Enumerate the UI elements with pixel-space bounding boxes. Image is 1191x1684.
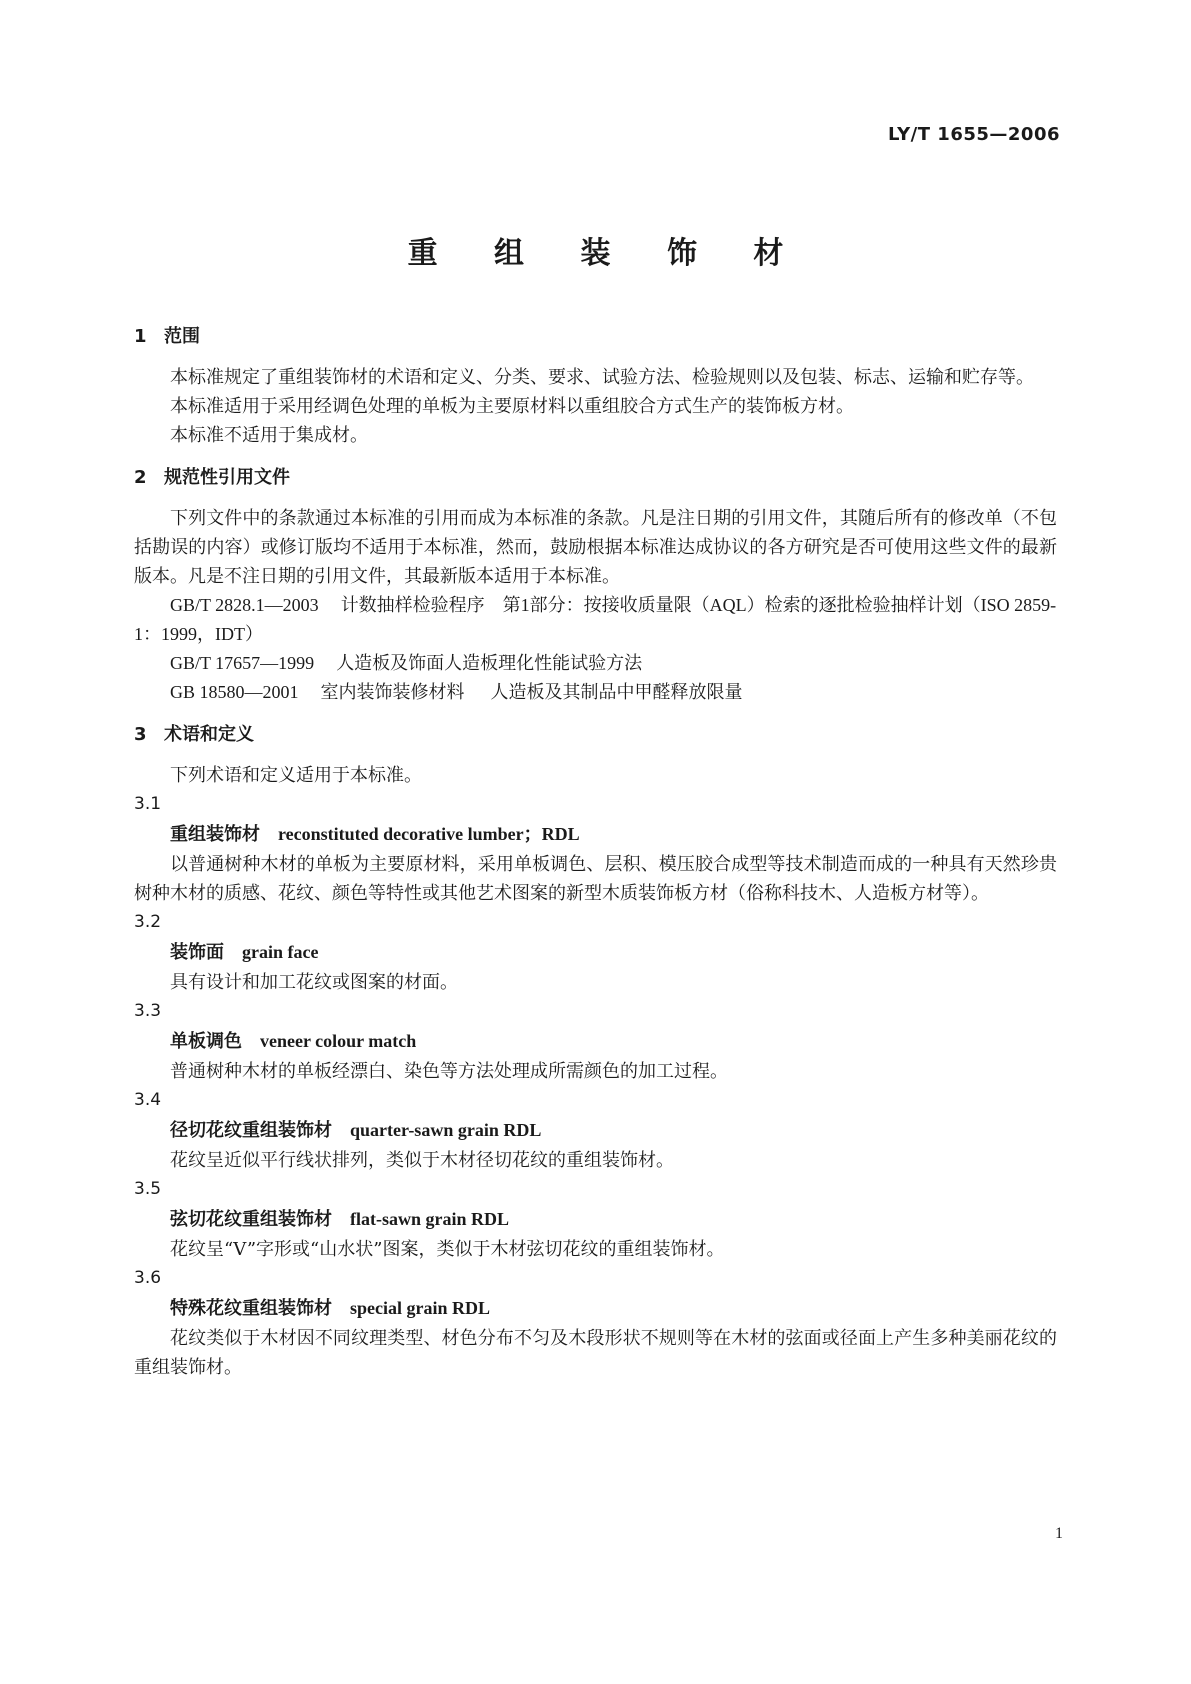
section-number: 3 — [134, 724, 147, 745]
term-definition: 花纹类似于木材因不同纹理类型、材色分布不匀及木段形状不规则等在木材的弦面或径面上产生多种美丽花纹的重组装饰材。 — [134, 1328, 1057, 1378]
term-number: 3.1 — [134, 794, 162, 814]
paragraph: 下列文件中的条款通过本标准的引用而成为本标准的条款。凡是注日期的引用文件，其随后所有的修改单（不包括勘误的内容）或修订版均不适用于本标准，然而，鼓励根据本标准达成协议的各方研究是否可使用这些文件的最新版本。凡是不注日期的引用文件，其最新版本适用于本标准。 — [134, 508, 1057, 587]
reference-item — [134, 591, 1057, 649]
term-name-en: grain face — [242, 942, 319, 962]
term-name — [134, 819, 1057, 850]
section-title: 范围 — [164, 326, 200, 347]
term-name-en: flat-sawn grain RDL — [350, 1209, 510, 1229]
page-number: 1 — [1055, 1525, 1063, 1542]
reference-title-part: 人造板及其制品中甲醛释放限量 — [490, 682, 743, 702]
section-number: 2 — [134, 467, 147, 488]
reference-code: GB/T 17657—1999 — [170, 653, 315, 673]
term-name-zh: 特殊花纹重组装饰材 — [170, 1298, 332, 1319]
section-number: 1 — [134, 326, 147, 347]
document-body — [134, 322, 1057, 1382]
reference-item — [134, 678, 1057, 707]
reference-code: GB 18580—2001 — [170, 682, 299, 702]
term-name — [134, 937, 1057, 968]
section-title: 规范性引用文件 — [164, 467, 290, 488]
paragraph: 本标准不适用于集成材。 — [170, 425, 368, 446]
term-number: 3.4 — [134, 1090, 162, 1110]
reference-code: GB/T 2828.1—2003 — [170, 595, 319, 615]
term-number: 3.5 — [134, 1179, 162, 1199]
term-name-en: special grain RDL — [350, 1298, 491, 1318]
term-definition: 以普通树种木材的单板为主要原材料，采用单板调色、层积、模压胶合成型等技术制造而成的一种具有天然珍贵树种木材的质感、花纹、颜色等特性或其他艺术图案的新型木质装饰板方材（俗称科技木、人造板方材等）。 — [134, 854, 1057, 904]
document-title: 重 组 装 饰 材 — [407, 236, 807, 271]
term-name — [134, 1115, 1057, 1146]
reference-title: 计数抽样检验程序 第1部分：按接收质量限（AQL）检索的逐批检验抽样计划（ISO 2859-1：1999，IDT） — [134, 595, 1057, 644]
paragraph: 本标准适用于采用经调色处理的单板为主要原材料以重组胶合方式生产的装饰板方材。 — [170, 396, 854, 417]
term-name-en: reconstituted decorative lumber；RDL — [278, 824, 580, 844]
term-name — [134, 1026, 1057, 1057]
section-title: 术语和定义 — [164, 724, 254, 745]
term-name-zh: 单板调色 — [170, 1031, 242, 1052]
term-name — [134, 1204, 1057, 1235]
term-name-en: veneer colour match — [260, 1031, 417, 1051]
term-name-zh: 重组装饰材 — [170, 824, 260, 845]
reference-item — [134, 649, 1057, 678]
standard-code: LY/T 1655—2006 — [887, 124, 1060, 145]
term-definition: 花纹呈近似平行线状排列，类似于木材径切花纹的重组装饰材。 — [170, 1150, 674, 1171]
term-name-zh: 径切花纹重组装饰材 — [170, 1120, 332, 1141]
term-name-en: quarter-sawn grain RDL — [350, 1120, 542, 1140]
term-definition: 普通树种木材的单板经漂白、染色等方法处理成所需颜色的加工过程。 — [170, 1061, 728, 1082]
section-heading-normative-references — [134, 463, 1057, 493]
paragraph: 下列术语和定义适用于本标准。 — [170, 765, 422, 786]
term-number: 3.2 — [134, 912, 162, 932]
term-definition: 具有设计和加工花纹或图案的材面。 — [170, 972, 458, 993]
reference-title: 室内装饰装修材料 — [320, 682, 465, 702]
term-name-zh: 装饰面 — [170, 942, 224, 963]
section-heading-terms-and-definitions — [134, 720, 1057, 750]
term-number: 3.3 — [134, 1001, 162, 1021]
term-number: 3.6 — [134, 1268, 162, 1288]
section-heading-scope — [134, 322, 1057, 352]
reference-title: 人造板及饰面人造板理化性能试验方法 — [336, 653, 643, 673]
term-name — [134, 1293, 1057, 1324]
term-definition: 花纹呈“V”字形或“山水状”图案，类似于木材弦切花纹的重组装饰材。 — [170, 1239, 725, 1260]
term-name-zh: 弦切花纹重组装饰材 — [170, 1209, 332, 1230]
paragraph: 本标准规定了重组装饰材的术语和定义、分类、要求、试验方法、检验规则以及包装、标志、运输和贮存等。 — [170, 367, 1034, 388]
